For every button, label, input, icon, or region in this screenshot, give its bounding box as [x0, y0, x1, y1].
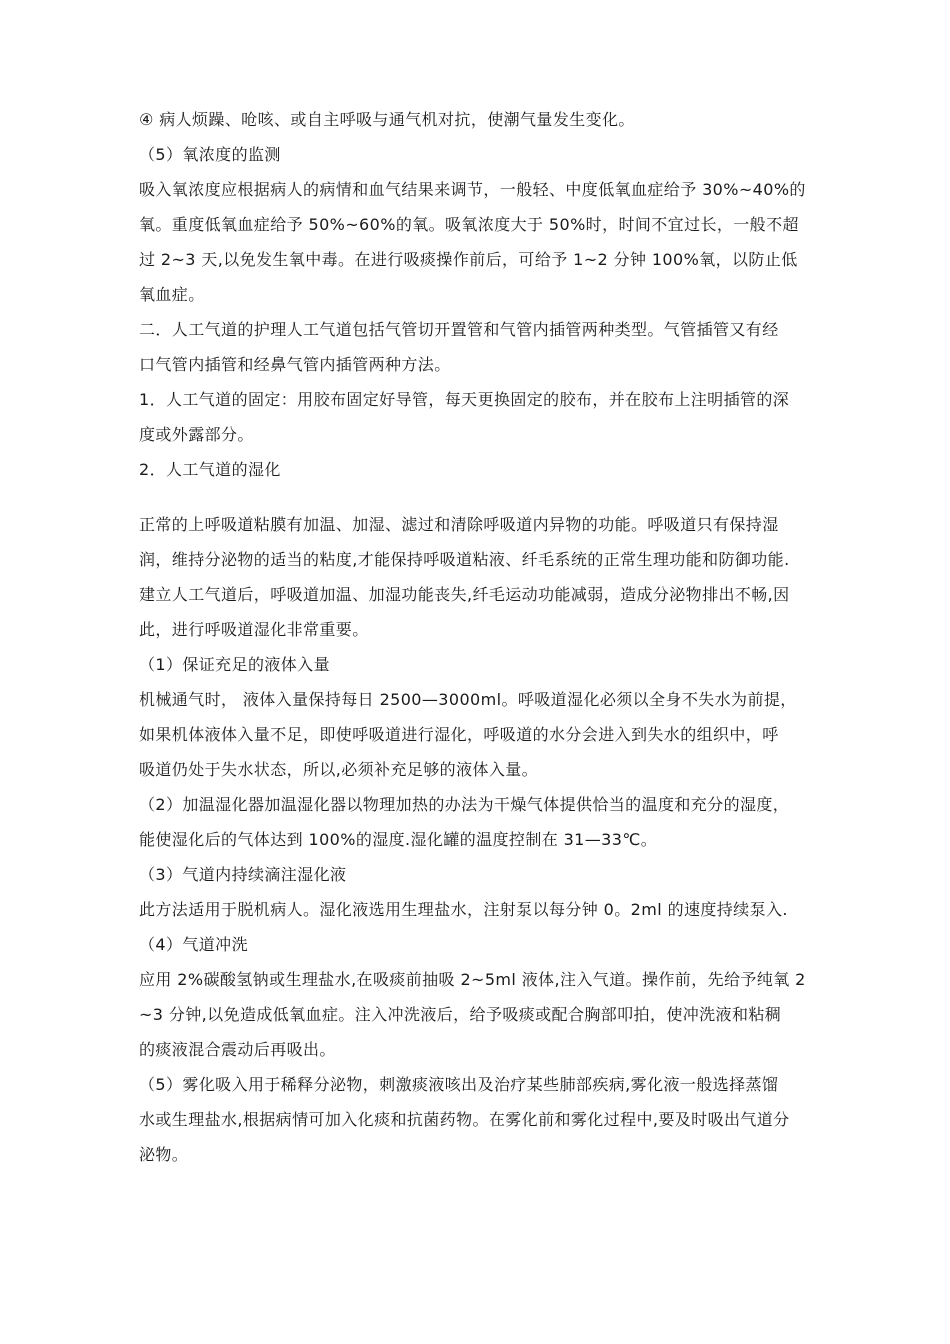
text-line: 2．人工气道的湿化 — [139, 460, 281, 479]
text-line: 正常的上呼吸道粘膜有加温、加湿、滤过和清除呼吸道内异物的功能。呼吸道只有保持湿 — [139, 515, 779, 534]
text-line: 此方法适用于脱机病人。湿化液选用生理盐水，注射泵以每分钟 0。2ml 的速度持续泵入. — [139, 900, 788, 919]
text-line: （2）加温湿化器加温湿化器以物理加热的办法为干燥气体提供恰当的温度和充分的湿度， — [139, 795, 790, 814]
text-line: 如果机体液体入量不足，即使呼吸道进行湿化，呼吸道的水分会进入到失水的组织中，呼 — [139, 725, 779, 744]
text-line: 的痰液混合震动后再吸出。 — [139, 1040, 336, 1059]
text-line: （5）氧浓度的监测 — [139, 145, 281, 164]
text-line: 能使湿化后的气体达到 100%的湿度.湿化罐的温度控制在 31—33℃。 — [139, 830, 658, 849]
text-line: ④ 病人烦躁、呛咳、或自主呼吸与通气机对抗，使潮气量发生变化。 — [139, 110, 635, 129]
text-line: （4）气道冲洗 — [139, 935, 248, 954]
text-line: 氧血症。 — [139, 285, 205, 304]
text-line: （5）雾化吸入用于稀释分泌物，刺激痰液咳出及治疗某些肺部疾病,雾化液一般选择蒸馏 — [139, 1075, 779, 1094]
text-line: 此，进行呼吸道湿化非常重要。 — [139, 620, 369, 639]
text-line: 1．人工气道的固定：用胶布固定好导管，每天更换固定的胶布，并在胶布上注明插管的深 — [139, 390, 790, 409]
text-line: 氧。重度低氧血症给予 50%~60%的氧。吸氧浓度大于 50%时，时间不宜过长，一般不超 — [139, 215, 799, 234]
text-line: 建立人工气道后，呼吸道加温、加湿功能丧失,纤毛运动功能减弱，造成分泌物排出不畅,因 — [139, 585, 790, 604]
text-line: 吸入氧浓度应根据病人的病情和血气结果来调节，一般轻、中度低氧血症给予 30%~40%的 — [139, 180, 806, 199]
text-line: 吸道仍处于失水状态，所以,必须补充足够的液体入量。 — [139, 760, 539, 779]
text-line: 应用 2%碳酸氢钠或生理盐水,在吸痰前抽吸 2~5ml 液体,注入气道。操作前，先给予纯氧 2 — [139, 970, 806, 989]
paragraph-gap — [139, 487, 817, 507]
text-line: 泌物。 — [139, 1145, 189, 1164]
text-line: （1）保证充足的液体入量 — [139, 655, 330, 674]
text-line: （3）气道内持续滴注湿化液 — [139, 865, 347, 884]
text-line: 机械通气时， 液体入量保持每日 2500—3000ml。呼吸道湿化必须以全身不失水为前提， — [139, 690, 797, 709]
text-line: 润，维持分泌物的适当的粘度,才能保持呼吸道粘液、纤毛系统的正常生理功能和防御功能. — [139, 550, 790, 569]
text-line: 度或外露部分。 — [139, 425, 254, 444]
document-body — [139, 102, 817, 1172]
text-line: 过 2~3 天,以免发生氧中毒。在进行吸痰操作前后，可给予 1~2 分钟 100%氧，以防止低 — [139, 250, 798, 269]
text-line: 水或生理盐水,根据病情可加入化痰和抗菌药物。在雾化前和雾化过程中,要及时吸出气道分 — [139, 1110, 790, 1129]
text-line: 二．人工气道的护理人工气道包括气管切开置管和气管内插管两种类型。气管插管又有经 — [139, 320, 779, 339]
text-line: 口气管内插管和经鼻气管内插管两种方法。 — [139, 355, 451, 374]
text-line: ~3 分钟,以免造成低氧血症。注入冲洗液后，给予吸痰或配合胸部叩拍，使冲洗液和粘稠 — [139, 1005, 782, 1024]
